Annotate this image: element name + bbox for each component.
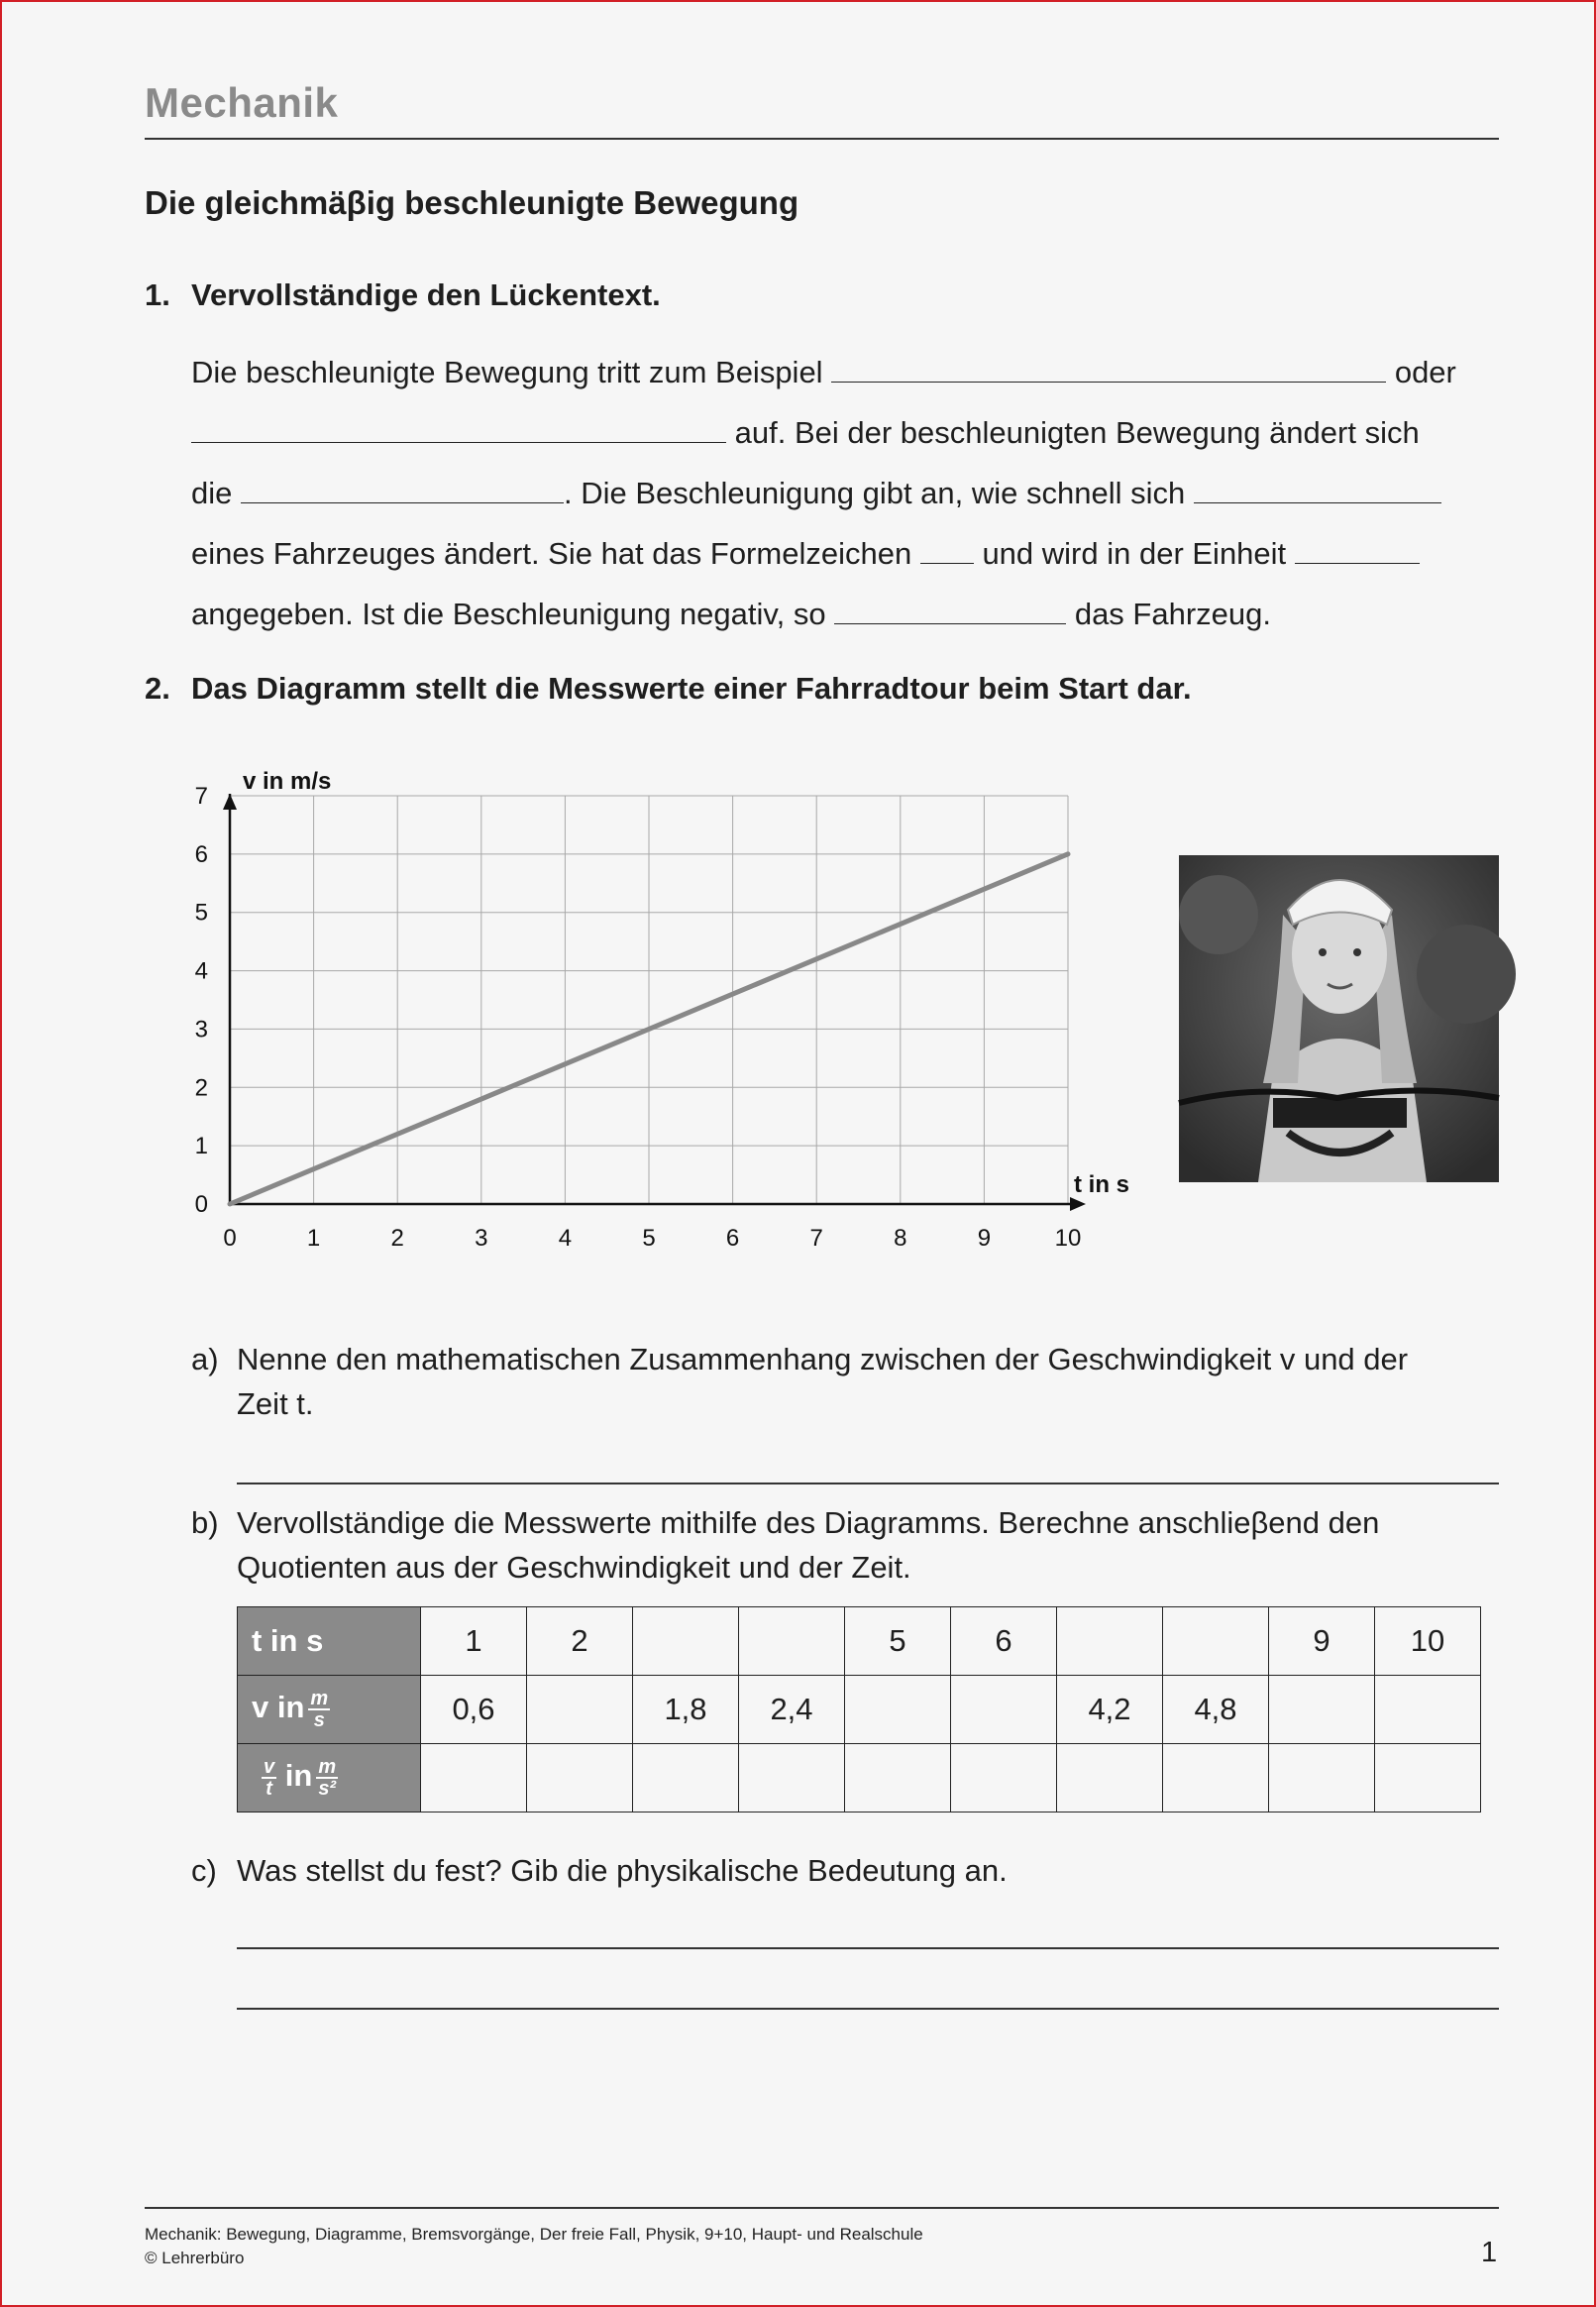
x-tick-label: 4 [558,1225,573,1252]
table-cell[interactable] [421,1744,527,1813]
unit-fraction [308,1689,330,1730]
chart-ticks [195,783,1082,1252]
table-cell[interactable] [1269,1676,1375,1744]
cloze-gap[interactable] [834,596,1066,624]
x-tick-label: 0 [223,1225,237,1252]
cloze-line-1 [191,354,1456,390]
table-cell[interactable] [633,1744,739,1813]
y-tick-label: 5 [194,899,208,927]
table-cell: 1,8 [633,1676,739,1744]
task2a-label: a) [191,1342,219,1376]
x-tick-label: 10 [1054,1225,1082,1252]
task2c-text: Was stellst du fest? Gib die physikalische Bedeutung an. [237,1853,1008,1888]
task2b-text-1: Vervollständige die Messwerte mithilfe des Diagramms. Berechne anschlieβend den [237,1505,1380,1540]
table-cell[interactable] [1375,1676,1481,1744]
cloze-line-3 [191,475,1441,511]
table-cell[interactable] [739,1607,845,1676]
table-cell[interactable] [633,1607,739,1676]
y-axis-label: v in m/s [243,768,332,795]
unit-numerator: m [310,1688,329,1709]
table-cell[interactable] [527,1676,633,1744]
table-cell: 4,2 [1057,1676,1163,1744]
table-cell: 9 [1269,1607,1375,1676]
table-row-quotient [238,1744,1481,1813]
cloze-text: auf. Bei der beschleunigten Bewegung ändert sich [734,415,1420,450]
table-cell: 2 [527,1607,633,1676]
y-tick-label: 6 [194,840,208,868]
cloze-gap[interactable] [920,535,974,564]
cloze-text: die [191,476,233,510]
table-row-t [238,1607,1481,1676]
y-tick-label: 4 [194,957,208,985]
table-cell: 6 [951,1607,1057,1676]
task1-instruction: Vervollständige den Lückentext. [191,277,661,312]
x-tick-label: 9 [977,1225,992,1252]
table-cell[interactable] [1057,1607,1163,1676]
quotient-fraction [262,1757,276,1799]
table-cell[interactable] [1163,1744,1269,1813]
x-tick-label: 7 [809,1225,823,1252]
x-tick-label: 8 [894,1225,907,1252]
table-cell[interactable] [1269,1744,1375,1813]
cloze-gap[interactable] [1295,535,1420,564]
table-cell[interactable] [739,1744,845,1813]
x-axis-label: t in s [1074,1171,1130,1198]
task2-instruction: Das Diagramm stellt die Messwerte einer Fahrradtour beim Start dar. [191,671,1192,706]
chart-grid [230,796,1068,1204]
row-header-v-text: v in [252,1690,305,1725]
measurement-table [237,1606,1481,1813]
chart-axes [223,794,1086,1211]
x-tick-label: 5 [642,1225,656,1252]
quotient-in: in [284,1758,313,1794]
table-cell[interactable] [1057,1744,1163,1813]
table-cell[interactable] [527,1744,633,1813]
task2b-label: b) [191,1505,219,1540]
unit-denominator: s [313,1709,325,1731]
footer-rule [145,2207,1499,2209]
table-cell[interactable] [845,1744,951,1813]
footer-line-2: © Lehrerbüro [145,2249,245,2267]
cyclist-photo [1179,855,1499,1182]
table-cell[interactable] [1375,1744,1481,1813]
y-tick-label: 3 [194,1016,208,1044]
quotient-numerator: v [264,1756,275,1778]
task2-number: 2. [145,671,170,706]
y-tick-label: 7 [194,783,208,810]
cloze-text: . Die Beschleunigung gibt an, wie schnell sich [564,476,1186,510]
table-row-v [238,1676,1481,1744]
task2c-label: c) [191,1853,217,1888]
header-title: Mechanik [145,79,339,126]
y-tick-label: 2 [194,1074,208,1102]
table-cell: 5 [845,1607,951,1676]
cloze-gap[interactable] [1194,475,1441,503]
table-cell[interactable] [845,1676,951,1744]
cloze-text: und wird in der Einheit [982,536,1287,571]
cloze-gap[interactable] [241,475,564,503]
table-cell[interactable] [951,1676,1057,1744]
cloze-text: oder [1394,355,1456,389]
x-tick-label: 1 [306,1225,321,1252]
table-cell: 0,6 [421,1676,527,1744]
table-cell: 1 [421,1607,527,1676]
cloze-line-5 [191,596,1271,632]
task2a-text-1: Nenne den mathematischen Zusammenhang zwischen der Geschwindigkeit v und der [237,1342,1409,1376]
cloze-line-2 [191,414,1420,451]
task2a-text-2: Zeit t. [237,1386,314,1421]
x-tick-label: 3 [475,1225,488,1252]
row-header-quotient [238,1744,421,1813]
unit-fraction [316,1757,338,1799]
row-header-t: t in s [238,1607,421,1676]
answer-line[interactable] [237,1947,1499,1949]
cloze-gap[interactable] [831,354,1386,383]
table-cell: 4,8 [1163,1676,1269,1744]
unit-denominator: s² [318,1778,337,1800]
task1-number: 1. [145,277,170,312]
cloze-line-4 [191,535,1420,572]
page-number: 1 [1481,2237,1498,2268]
y-tick-label: 0 [194,1191,208,1218]
velocity-time-chart [194,755,1151,1270]
x-tick-label: 6 [725,1225,740,1252]
cloze-text: das Fahrzeug. [1074,597,1271,631]
y-tick-label: 1 [194,1133,208,1160]
header-rule [145,138,1499,140]
x-tick-label: 2 [390,1225,404,1252]
table-cell[interactable] [951,1744,1057,1813]
table-cell[interactable] [1163,1607,1269,1676]
table-cell: 10 [1375,1607,1481,1676]
unit-numerator: m [318,1756,337,1778]
page-title: Die gleichmäβig beschleunigte Bewegung [145,184,799,221]
cloze-text: angegeben. Ist die Beschleunigung negativ, so [191,597,826,631]
cloze-text: Die beschleunigte Bewegung tritt zum Beispiel [191,355,823,389]
table-cell: 2,4 [739,1676,845,1744]
task2b-text-2: Quotienten aus der Geschwindigkeit und der Zeit. [237,1550,911,1585]
cloze-gap[interactable] [191,414,726,443]
footer-line-1: Mechanik: Bewegung, Diagramme, Bremsvorgänge, Der freie Fall, Physik, 9+10, Haupt- und Realschule [145,2225,923,2244]
answer-line[interactable] [237,1483,1499,1484]
quotient-denominator: t [266,1778,272,1800]
row-header-v [238,1676,421,1744]
cloze-text: eines Fahrzeuges ändert. Sie hat das Formelzeichen [191,536,912,571]
answer-line[interactable] [237,2008,1499,2010]
x-axis-arrow [1070,1197,1086,1211]
